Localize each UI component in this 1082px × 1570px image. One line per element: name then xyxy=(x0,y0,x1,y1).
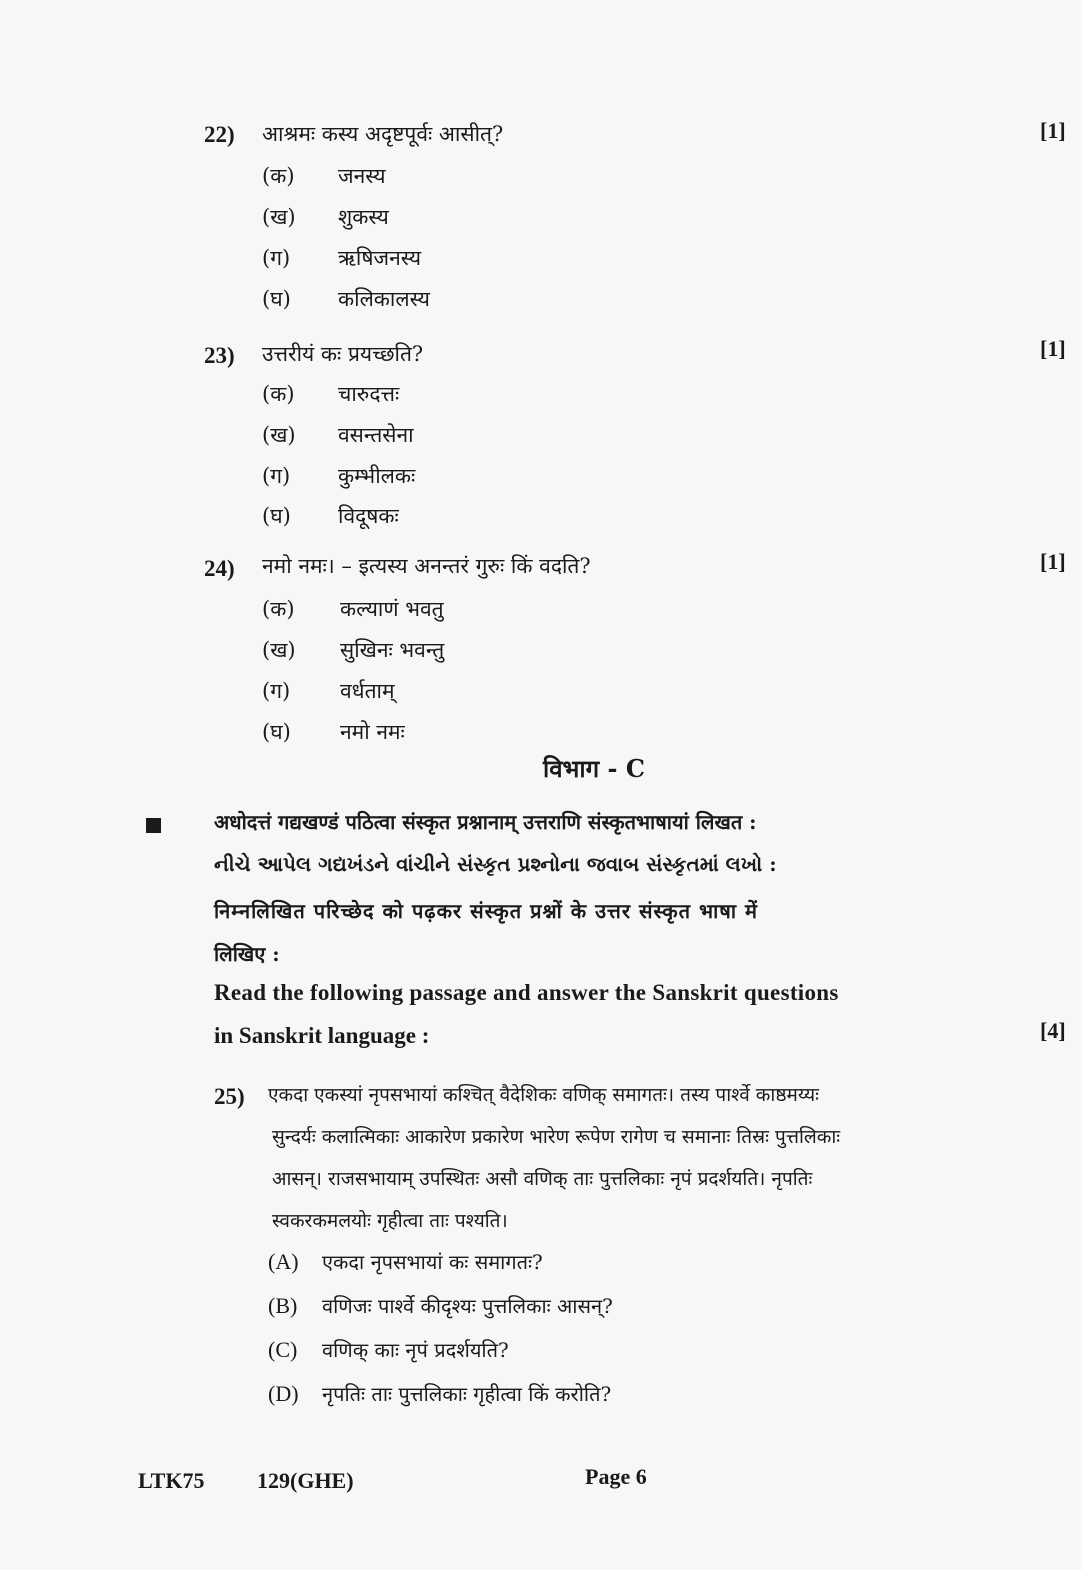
option-label: (ख) xyxy=(262,423,296,447)
subquestion-label: (B) xyxy=(268,1293,298,1318)
option-label: (घ) xyxy=(262,504,291,528)
footer-code: LTK75 xyxy=(138,1468,205,1493)
marks-label: [1] xyxy=(1040,336,1066,361)
option-label: (क) xyxy=(262,382,295,406)
option-label: (ग) xyxy=(262,679,291,703)
bullet-square-icon xyxy=(146,818,161,833)
option-text: कल्याणं भवतु xyxy=(340,597,444,621)
question-text: नमो नमः। – इत्यस्य अनन्तरं गुरुः किं वदति? xyxy=(262,554,591,578)
instruction-sanskrit: अधोदत्तं गद्यखण्डं पठित्वा संस्कृत प्रश्नानाम् उत्तराणि संस्कृतभाषायां लिखत : xyxy=(214,810,757,834)
question-number: 23) xyxy=(204,343,235,368)
footer-paper: 129(GHE) xyxy=(257,1468,354,1493)
passage-line: सुन्दर्यः कलात्मिकाः आकारेण प्रकारेण भारेण रूपेण रागेण च समानाः तिस्रः पुत्तलिकाः xyxy=(272,1126,841,1148)
option-text: ऋषिजनस्य xyxy=(338,246,422,270)
subquestion-text: नृपतिः ताः पुत्तलिकाः गृहीत्वा किं करोति? xyxy=(322,1382,612,1406)
subquestion-label: (A) xyxy=(268,1249,299,1274)
option-text: वर्धताम् xyxy=(340,679,395,703)
passage-line: आसन्। राजसभायाम् उपस्थितः असौ वणिक् ताः पुत्तलिकाः नृपं प्रदर्शयति। नृपतिः xyxy=(272,1168,813,1190)
marks-label: [4] xyxy=(1040,1018,1066,1043)
marks-label: [1] xyxy=(1040,549,1066,574)
option-text: सुखिनः भवन्तु xyxy=(340,638,445,662)
passage-line: स्वकरकमलयोः गृहीत्वा ताः पश्यति। xyxy=(272,1210,508,1232)
question-number: 25) xyxy=(214,1084,245,1109)
option-label: (ख) xyxy=(262,638,296,662)
instruction-english-line2: in Sanskrit language : xyxy=(214,1023,430,1048)
instruction-gujarati: નીચે આપેલ ગદ્યખંડને વાંચીને સંસ્કૃત પ્રશ્નોના જવાબ સંસ્કૃતમાં લખો : xyxy=(214,852,777,876)
option-label: (ख) xyxy=(262,205,296,229)
option-label: (घ) xyxy=(262,287,291,311)
option-label: (ग) xyxy=(262,246,291,270)
subquestion-text: एकदा नृपसभायां कः समागतः? xyxy=(322,1250,543,1274)
option-text: जनस्य xyxy=(338,164,386,188)
instruction-english-line1: Read the following passage and answer the Sanskrit questions xyxy=(214,980,839,1005)
subquestion-text: वणिक् काः नृपं प्रदर्शयति? xyxy=(322,1338,509,1362)
question-text: आश्रमः कस्य अदृष्टपूर्वः आसीत्? xyxy=(262,122,504,146)
option-text: नमो नमः xyxy=(340,720,405,744)
subquestion-label: (C) xyxy=(268,1337,298,1362)
option-label: (घ) xyxy=(262,720,291,744)
question-text: उत्तरीयं कः प्रयच्छति? xyxy=(262,342,424,366)
question-number: 22) xyxy=(204,122,235,147)
option-label: (क) xyxy=(262,164,295,188)
footer-page-number: Page 6 xyxy=(585,1464,647,1489)
option-text: कुम्भीलकः xyxy=(338,464,416,488)
option-label: (ग) xyxy=(262,464,291,488)
subquestion-text: वणिजः पार्श्वे कीदृश्यः पुत्तलिकाः आसन्? xyxy=(322,1294,613,1318)
option-label: (क) xyxy=(262,597,295,621)
option-text: चारुदत्तः xyxy=(338,382,400,406)
option-text: विदूषकः xyxy=(338,504,399,528)
passage-line: एकदा एकस्यां नृपसभायां कश्चित् वैदेशिकः वणिक् समागतः। तस्य पार्श्वे काष्ठमय्यः xyxy=(268,1084,819,1106)
option-text: कलिकालस्य xyxy=(338,287,430,311)
option-text: वसन्तसेना xyxy=(338,423,414,447)
subquestion-label: (D) xyxy=(268,1381,299,1406)
instruction-hindi-line1: निम्नलिखित परिच्छेद को पढ़कर संस्कृत प्रश्नों के उत्तर संस्कृत भाषा में xyxy=(214,899,758,923)
marks-label: [1] xyxy=(1040,118,1066,143)
option-text: शुकस्य xyxy=(338,205,389,229)
question-number: 24) xyxy=(204,556,235,581)
section-title: विभाग - C xyxy=(543,754,645,783)
instruction-hindi-line2: लिखिए : xyxy=(214,942,280,966)
